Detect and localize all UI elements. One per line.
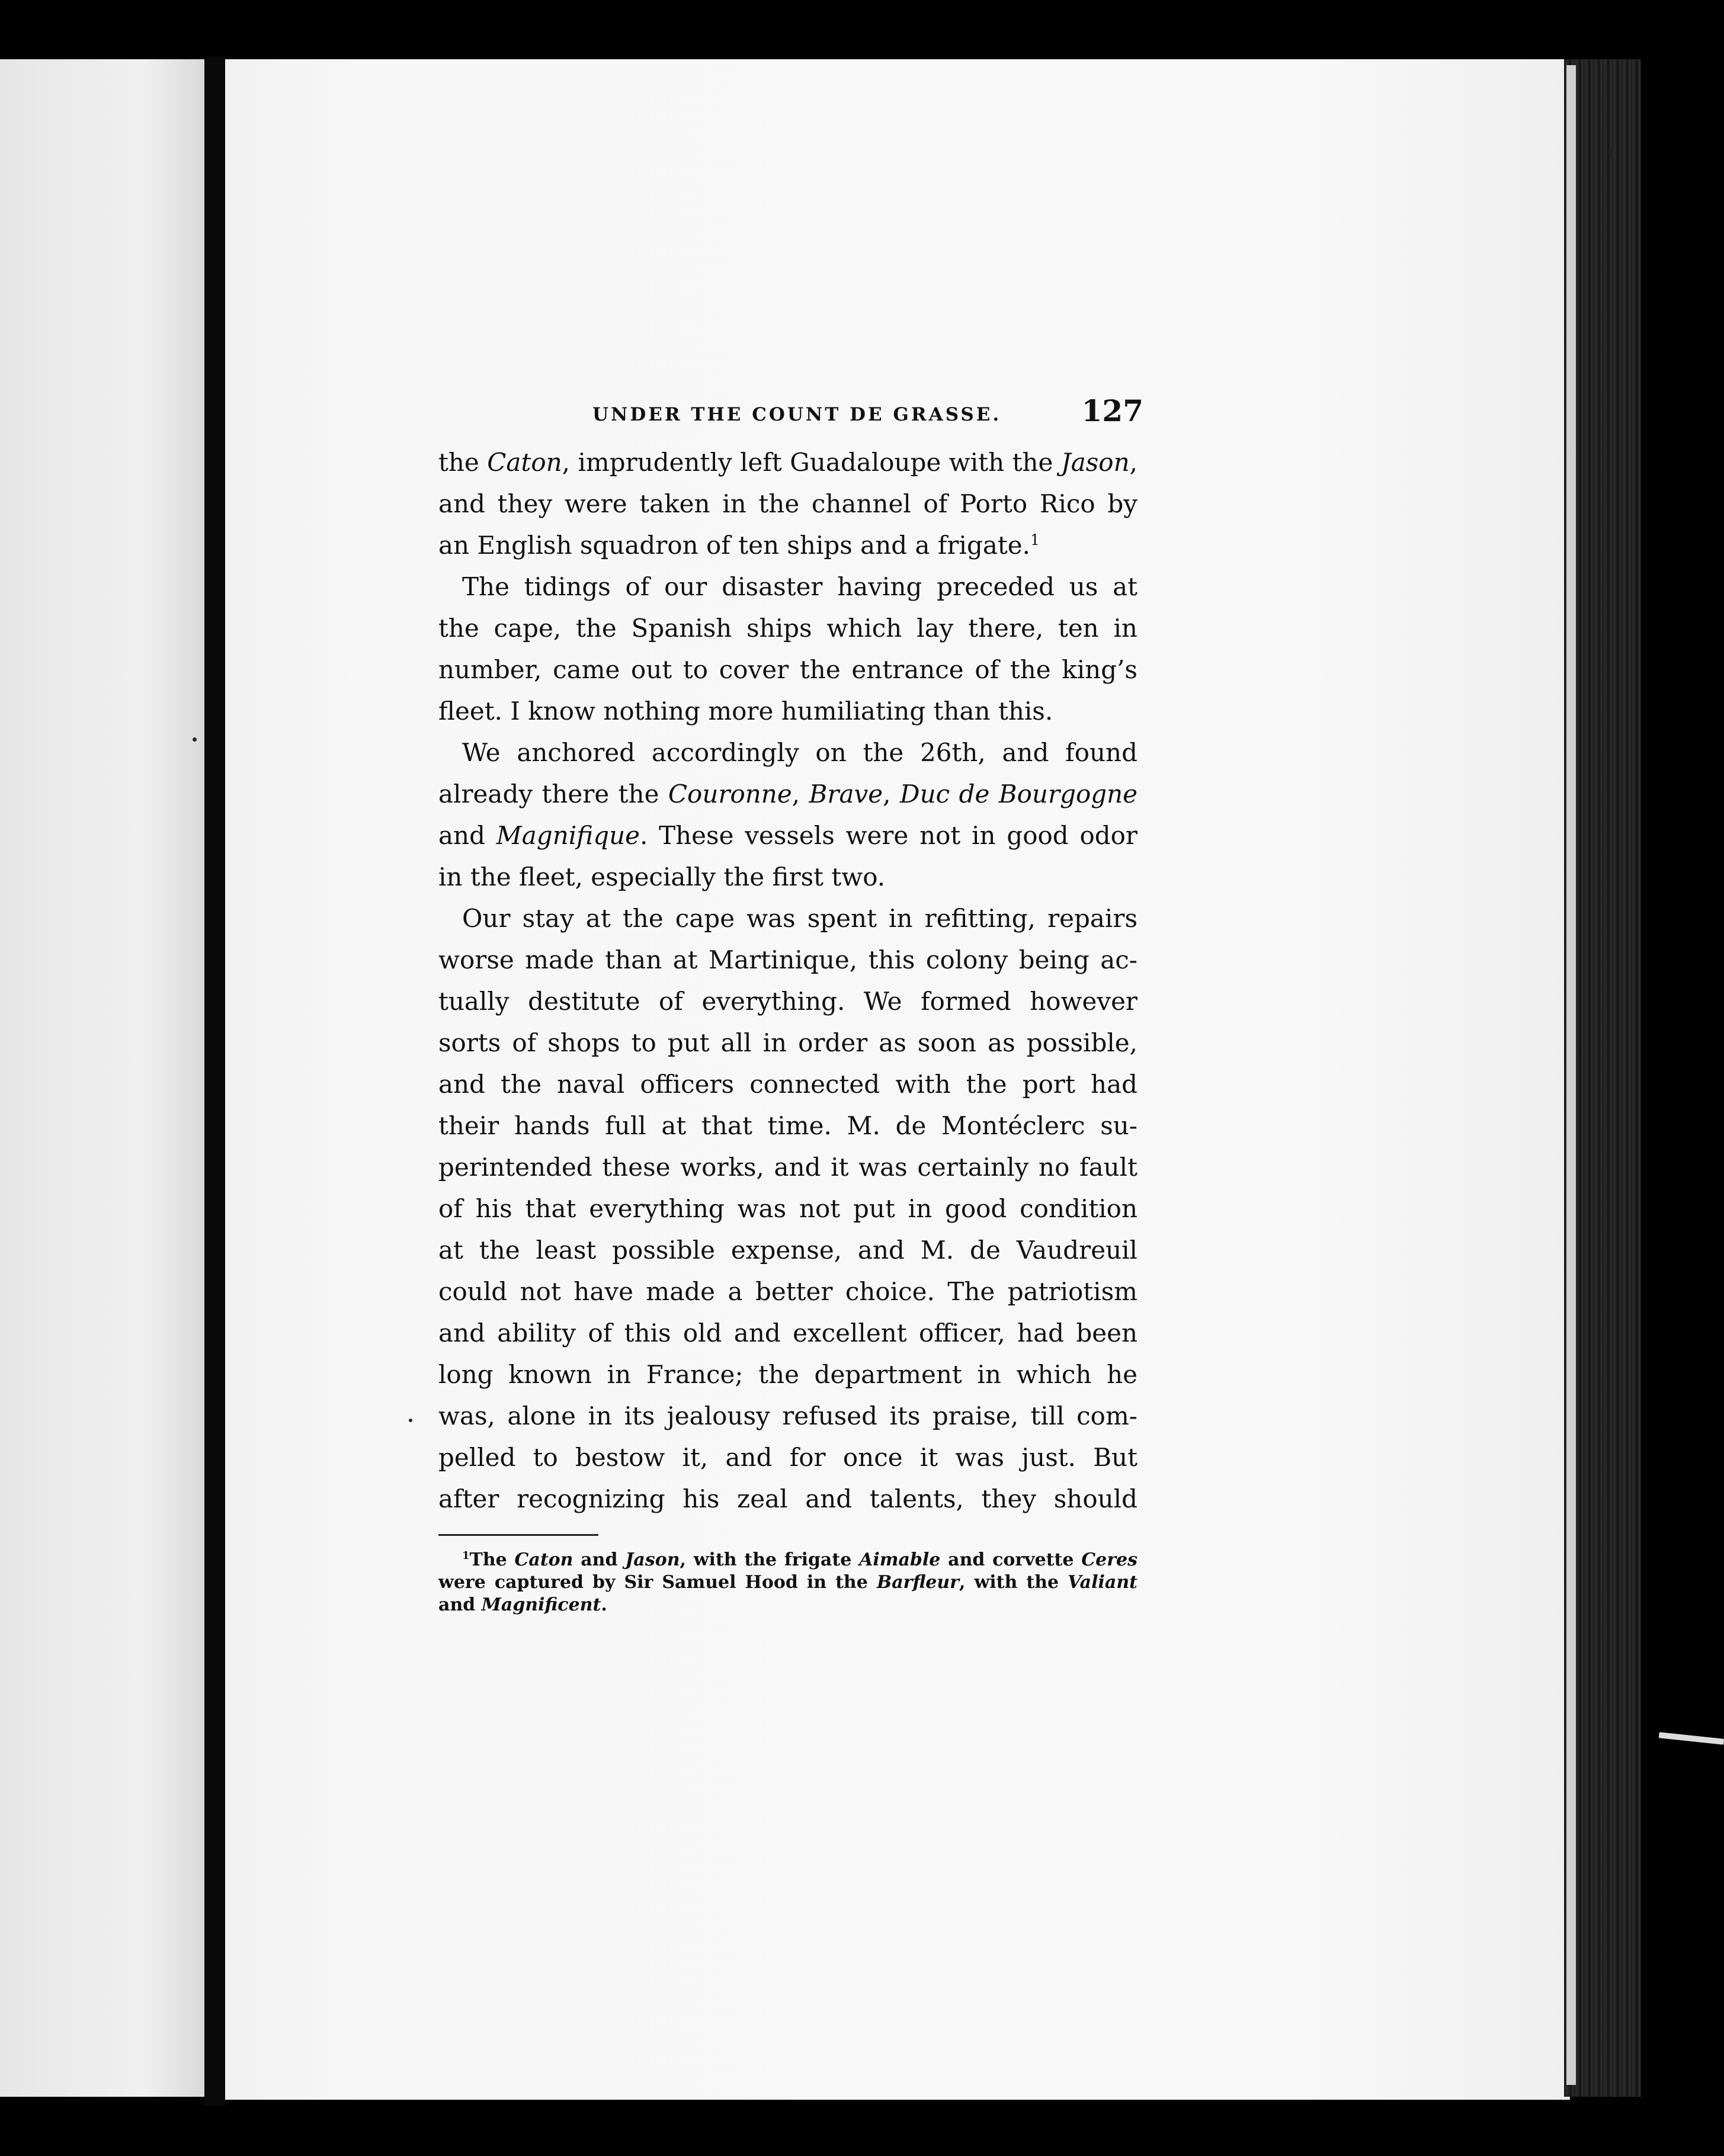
text-run: . These vessels were not in good odor	[639, 821, 1137, 850]
text-run: .	[601, 1594, 607, 1615]
footnote-line	[438, 1571, 1137, 1594]
footnote-rule	[438, 1534, 598, 1536]
running-head	[438, 391, 1143, 438]
page-number: 127	[1081, 393, 1143, 428]
text-run: pelled to bestow it, and for once it was just. But	[438, 1443, 1137, 1472]
text-run: , with the	[959, 1572, 1068, 1593]
text-line	[438, 1147, 1137, 1188]
text-run: and	[573, 1549, 626, 1570]
text-run: We anchored accordingly on the 26th, and found	[462, 738, 1137, 767]
italic-title: Aimable	[859, 1549, 941, 1570]
text-line	[438, 856, 1137, 898]
italic-title: Caton	[514, 1549, 573, 1570]
footnote-marker: 1	[1030, 531, 1040, 548]
text-run: worse made than at Martinique, this colony being ac-	[438, 945, 1137, 974]
scan-speck	[1659, 1732, 1724, 1744]
body-text	[438, 442, 1137, 1520]
text-run: the cape, the Spanish ships which lay there, ten in	[438, 614, 1137, 643]
text-line	[438, 981, 1137, 1022]
text-run: ,	[1129, 448, 1137, 477]
scan-speck	[193, 737, 197, 742]
text-line	[438, 1354, 1137, 1395]
text-run: of his that everything was not put in good condition	[438, 1194, 1137, 1223]
page-fore-edge-highlight	[1566, 65, 1576, 2085]
text-line	[438, 898, 1137, 939]
verso-page-edge	[0, 59, 204, 2097]
text-run: number, came out to cover the entrance of the king’s	[438, 655, 1137, 684]
text-run: , with the frigate	[680, 1549, 860, 1570]
text-line	[438, 1105, 1137, 1147]
text-run: and	[438, 821, 496, 850]
italic-title: Duc de Bourgogne	[899, 779, 1138, 808]
italic-title: Caton	[487, 448, 562, 477]
italic-title: Ceres	[1081, 1549, 1137, 1570]
text-run: perintended these works, and it was certainly no fault	[438, 1153, 1137, 1182]
book-gutter	[204, 56, 225, 2106]
italic-title: Magnificent	[481, 1594, 601, 1615]
text-line	[438, 939, 1137, 981]
text-run: ,	[883, 779, 900, 808]
footnote-line	[438, 1549, 1137, 1571]
text-line	[438, 1271, 1137, 1313]
text-run: The	[469, 1549, 515, 1570]
text-run: fleet. I know nothing more humiliating than this.	[438, 697, 1053, 726]
italic-title: Brave	[809, 779, 883, 808]
text-run: and corvette	[940, 1549, 1082, 1570]
italic-title: Couronne	[668, 779, 792, 808]
text-line	[438, 1437, 1137, 1478]
text-run: an English squadron of ten ships and a frigate.	[438, 531, 1030, 560]
text-line	[438, 1395, 1137, 1437]
text-run: and	[438, 1594, 482, 1615]
text-run: Our stay at the cape was spent in refitting, repairs	[462, 904, 1137, 933]
text-line	[438, 1064, 1137, 1105]
text-run: was, alone in its jealousy refused its praise, till com-	[438, 1401, 1137, 1430]
text-line	[438, 1022, 1137, 1064]
scan-speck	[409, 1419, 412, 1422]
page-text-block	[438, 391, 1143, 1616]
italic-title: Jason	[625, 1549, 680, 1570]
text-line	[438, 483, 1137, 525]
text-line	[438, 1188, 1137, 1230]
text-run: after recognizing his zeal and talents, they should	[438, 1484, 1137, 1513]
text-run: tually destitute of everything. We formed however	[438, 987, 1137, 1016]
text-run: in the fleet, especially the first two.	[438, 862, 886, 891]
text-run: and the naval officers connected with the port had	[438, 1070, 1137, 1099]
running-head-title: UNDER THE COUNT DE GRASSE.	[592, 404, 1002, 425]
text-line	[438, 691, 1137, 732]
text-run: the	[438, 448, 488, 477]
text-run: sorts of shops to put all in order as soon as possible,	[438, 1028, 1137, 1057]
text-line	[438, 1230, 1137, 1271]
text-line	[438, 1313, 1137, 1354]
footnote-line	[438, 1594, 1137, 1616]
text-run: their hands full at that time. M. de Montéclerc su-	[438, 1111, 1137, 1140]
italic-title: Magnifique	[496, 821, 640, 850]
italic-title: Valiant	[1068, 1572, 1137, 1593]
text-run: already there the	[438, 779, 668, 808]
italic-title: Jason	[1060, 448, 1130, 477]
scan-speck	[1608, 148, 1613, 156]
text-line	[438, 608, 1137, 649]
text-run: could not have made a better choice. The patriotism	[438, 1277, 1137, 1306]
text-run: were captured by Sir Samuel Hood in the	[438, 1572, 877, 1593]
text-line	[438, 442, 1137, 483]
text-line	[438, 525, 1137, 566]
italic-title: Barfleur	[876, 1572, 959, 1593]
text-run: long known in France; the department in which he	[438, 1360, 1137, 1389]
text-line	[438, 649, 1137, 691]
text-run: The tidings of our disaster having preceded us at	[462, 572, 1137, 601]
text-run: , imprudently left Guadaloupe with the	[562, 448, 1061, 477]
text-line	[438, 566, 1137, 608]
text-run: and they were taken in the channel of Porto Rico by	[438, 489, 1137, 518]
text-line	[438, 774, 1137, 815]
text-line	[438, 1478, 1137, 1520]
text-line	[438, 732, 1137, 774]
text-run: and ability of this old and excellent officer, had been	[438, 1318, 1137, 1348]
footnote-marker: 1	[462, 1549, 470, 1562]
footnote	[438, 1549, 1137, 1616]
text-run: ,	[791, 779, 809, 808]
text-line	[438, 815, 1137, 856]
text-run: at the least possible expense, and M. de Vaudreuil	[438, 1236, 1137, 1265]
